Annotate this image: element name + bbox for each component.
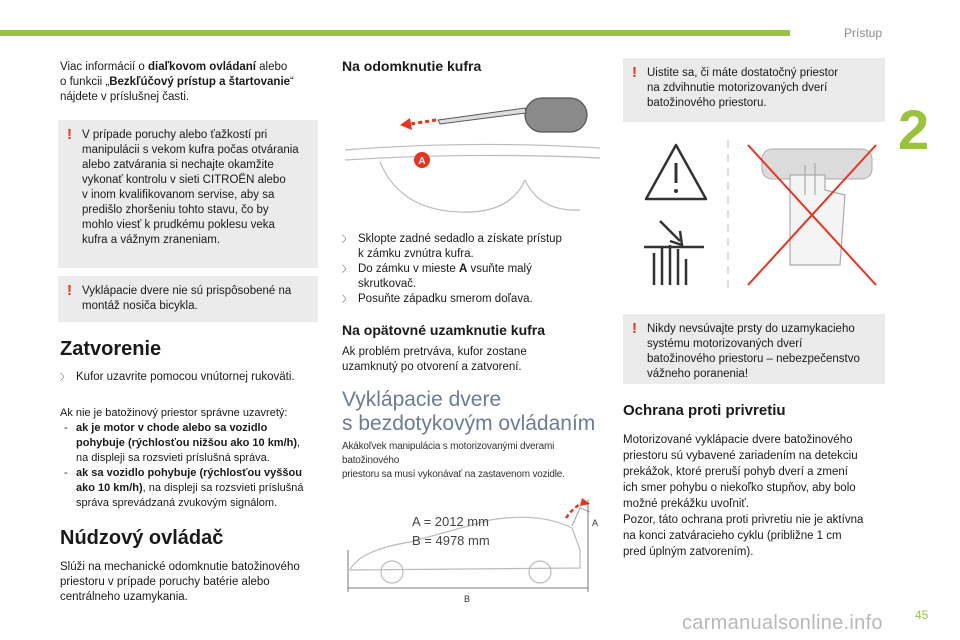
warning-exclamation-icon: ! [67,126,72,143]
closing-bullet: 〉 Kufor uzavrite pomocou vnútornej rukoväti. [60,371,295,383]
callout-a-label: A [418,156,426,167]
intro-paragraph [60,60,325,105]
step-item: 〉 Do zámku v mieste A vsuňte malý skrutkovač. [342,263,532,290]
dimension-b-value: B = 4978 mm [412,533,490,548]
intro-text: Viac informácií o [60,61,148,73]
car-dimensions-diagram [340,490,605,608]
finger-warning-illustration [640,135,880,295]
protection-text: Motorizované vyklápacie dvere batožinového priestoru sú vybavené zariadením na detekciu prekážok, ktoré preruší pohyb dverí a zmení ich smer pohybu o niekoľko stupňov, aby bolo možné prekážku uvoľniť. Pozor, táto ochrana proti privretiu nie je aktívna na konci zatváracieho cyklu (približne 1 cm pred úplným zatvorením). [623,434,864,558]
hands-free-note: Akákoľvek manipulácia s motorizovanými dverami batožinového priestoru sa musí vykonávať na zastavenom vozidle. [342,441,565,480]
closing-title: Zatvorenie [60,338,162,360]
relock-title: Na opätovné uzamknutie kufra [342,322,546,338]
hands-free-title: Vyklápacie dvere s bezdotykovým ovládaním [342,388,596,435]
warning-text: Nikdy nevsúvajte prsty do uzamykacieho systému motorizovaných dverí batožinového priestoru – nebezpečenstvo vážneho poranenia! [647,323,860,380]
list-item: - ak je motor v chode alebo sa vozidlo pohybuje (rýchlosťou nižšou ako 10 km/h), na displeji sa rozsvieti príslušná správa. [64,422,301,464]
emergency-title: Núdzový ovládač [60,527,224,549]
warning-text: Vyklápacie dvere nie sú prispôsobené na montáž nosiča bicykla. [82,285,292,312]
warning-exclamation-icon: ! [632,320,637,337]
unlock-title: Na odomknutie kufra [342,58,482,74]
intro-text: nájdete v príslušnej časti. [60,91,190,103]
dimension-b-marker: B [463,594,471,604]
unlock-steps [342,232,607,307]
screwdriver-icon [438,98,587,132]
top-accent-bar [0,30,790,36]
emergency-text: Slúži na mechanické odomknutie batožinového priestoru v prípade poruchy batérie alebo centrálneho uzamykania. [60,561,300,603]
protection-title: Ochrana proti privretiu [623,402,786,419]
page-number: 45 [915,608,929,622]
intro-text: “ [290,76,294,88]
warning-box-fingers [623,314,885,384]
closing-note: Ak nie je batožinový priestor správne uzavretý: [60,407,288,419]
list-item: - ak sa vozidlo pohybuje (rýchlosťou vyššou ako 10 km/h), na displeji sa rozsvieti príslušná správa sprevádzaná zvukovým signálom. [64,467,304,509]
intro-text: o funkcii „ [60,76,110,88]
intro-bold: Bezkľúčový prístup a štartovanie [109,76,291,88]
arrow-left-icon [400,118,412,130]
arrow-bullet-icon: 〉 [342,294,352,304]
dimension-a-value: A = 2012 mm [412,514,489,529]
hand-trapped-icon [644,221,704,285]
dimension-a-marker: A [592,518,599,528]
warning-text: Uistite sa, či máte dostatočný priestor na zdvihnutie motorizovaných dverí batožinového priestoru. [647,67,839,109]
step-item: 〉 Posuňte západku smerom doľava. [342,293,533,305]
chapter-number: 2 [898,98,930,161]
warning-triangle-icon [646,145,706,199]
warning-exclamation-icon: ! [67,282,72,299]
arrow-up-icon [580,498,590,506]
closing-conditions-list [60,421,330,511]
warning-box-malfunction [58,120,318,268]
section-label: Prístup [844,26,883,40]
relock-text: Ak problém pretrváva, kufor zostane uzamknutý po otvorení a zatvorení. [342,346,527,373]
warning-box-clearance [623,58,885,122]
step-item: 〉 Sklopte zadné sedadlo a získate prístup k zámku zvnútra kufra. [342,233,562,260]
arrow-bullet-icon: 〉 [60,372,70,382]
warning-box-bike-rack [58,276,318,322]
arrow-bullet-icon: 〉 [342,264,352,274]
warning-text: V prípade poruchy alebo ťažkostí pri manipulácii s vekom kufra počas otvárania alebo zatvárania si nechajte okamžite vykonať kontrolu v sieti CITROËN alebo v inom kvalifikovanom servise, aby sa predišlo zhoršeniu tohto stavu, čo by mohlo viesť k prudkému poklesu veka kufra a vážnym zraneniam. [82,129,299,246]
warning-exclamation-icon: ! [632,64,637,81]
watermark: carmanualsonline.info [682,612,883,634]
intro-text: alebo [255,61,288,73]
arrow-bullet-icon: 〉 [342,234,352,244]
intro-bold: diaľkovom ovládaní [148,61,256,73]
screwdriver-lock-illustration [340,80,605,220]
